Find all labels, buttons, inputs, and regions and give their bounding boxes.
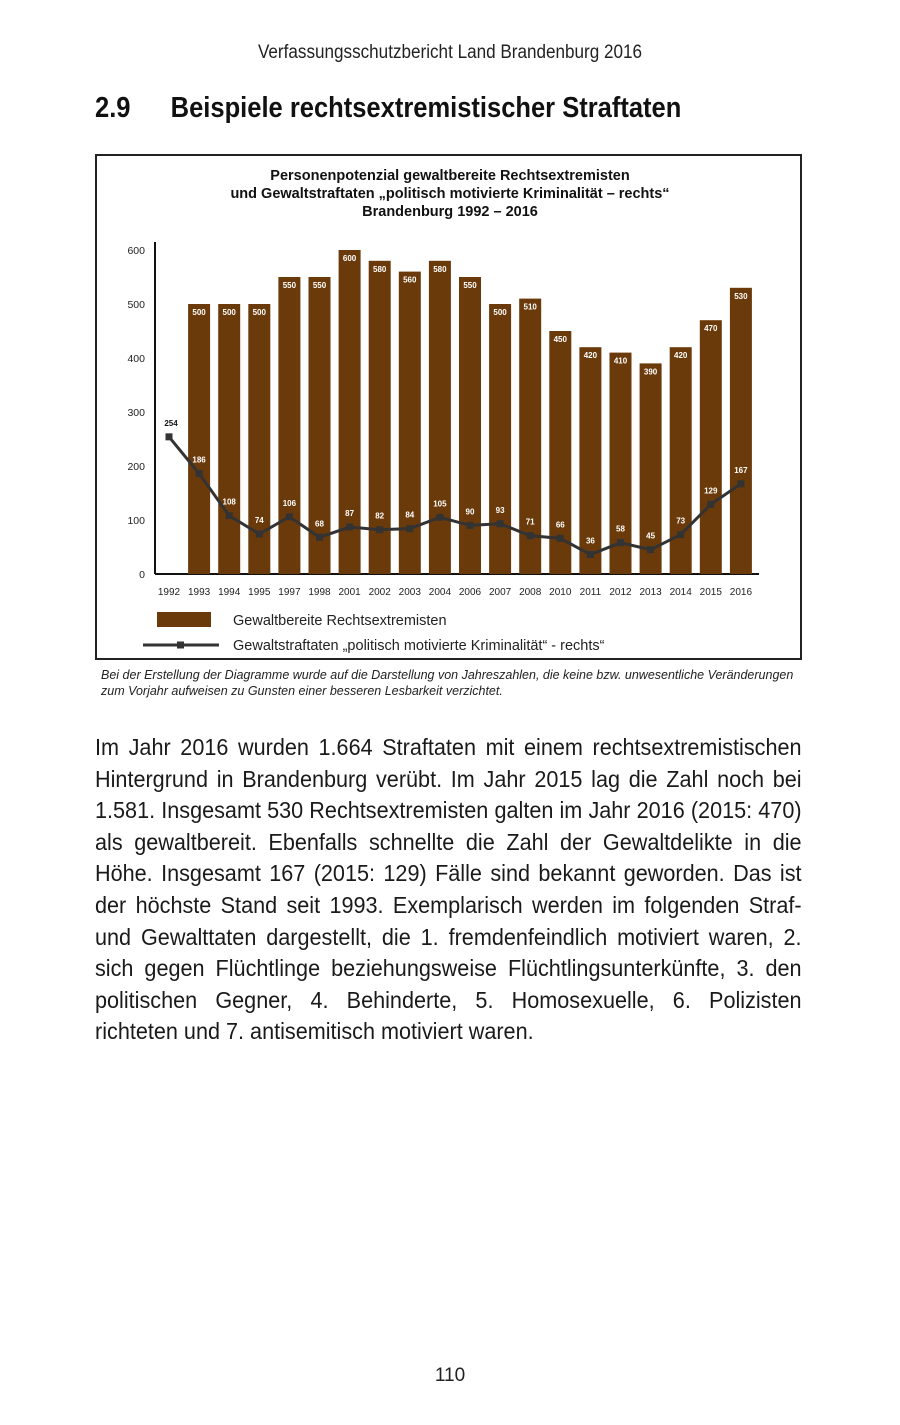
- bar-value-label: 420: [583, 351, 598, 361]
- line-value-label: 87: [345, 509, 355, 519]
- line-value-label: 84: [405, 510, 415, 520]
- bar: [278, 277, 300, 574]
- line-value-label: 74: [254, 516, 264, 526]
- x-tick-label: 1993: [187, 587, 211, 598]
- bar: [489, 304, 511, 574]
- bar-value-label: 500: [493, 308, 507, 317]
- bar: [429, 261, 451, 574]
- chart-title-line: und Gewaltstraftaten „politisch motivierte Kriminalität – rechts“: [230, 186, 670, 202]
- chart-caption: Bei der Erstellung der Diagramme wurde auf die Darstellung von Jahreszahlen, die keine bzw. unwesentliche Veränderungen zum Vorjahr aufweisen zu Gunsten einer besseren Lesbarkeit verzichtet.: [101, 668, 794, 698]
- line-value-label: 254: [164, 418, 178, 428]
- line-point: [316, 534, 323, 541]
- bar-value-label: 530: [734, 291, 748, 301]
- x-tick-label: 2007: [488, 587, 512, 598]
- line-value-label: 73: [676, 516, 686, 526]
- line-point: [376, 526, 383, 533]
- bar-value-label: 390: [643, 367, 658, 377]
- bar: [730, 288, 752, 574]
- bar-value-label: 600: [342, 254, 357, 263]
- x-tick-label: 2011: [579, 587, 602, 598]
- line-point: [527, 532, 534, 539]
- y-tick-label: 600: [127, 245, 145, 257]
- line-value-label: 58: [616, 524, 625, 534]
- line-point: [677, 531, 684, 538]
- line-value-label: 36: [585, 536, 595, 546]
- line-point: [436, 514, 443, 521]
- x-tick-label: 2012: [609, 587, 632, 598]
- x-tick-label: 1994: [218, 587, 241, 598]
- bar-value-label: 560: [403, 275, 417, 285]
- x-tick-label: 2013: [639, 587, 662, 598]
- line-value-label: 90: [465, 507, 475, 517]
- y-tick-label: 400: [127, 353, 145, 365]
- line-value-label: 93: [495, 505, 505, 515]
- line-value-label: 108: [222, 497, 236, 507]
- line-value-label: 82: [375, 511, 385, 521]
- running-head: Verfassungsschutzbericht Land Brandenburg 2016: [257, 42, 643, 63]
- bar-value-label: 550: [312, 281, 327, 290]
- x-tick-label: 2001: [338, 587, 361, 598]
- legend-label-bars: Gewaltbereite Rechtsextremisten: [233, 613, 447, 629]
- line-point: [406, 525, 413, 532]
- legend-swatch-bars: [157, 612, 211, 627]
- bar-value-label: 580: [373, 264, 387, 274]
- chart: [97, 156, 804, 662]
- y-tick-label: 200: [127, 461, 145, 473]
- bar-value-label: 470: [704, 324, 718, 334]
- line-point: [166, 433, 173, 440]
- line-point: [346, 524, 353, 531]
- x-tick-label: 2003: [398, 587, 421, 598]
- line-point: [497, 520, 504, 527]
- section-heading: [95, 92, 681, 125]
- bar-value-label: 410: [613, 356, 628, 366]
- line-value-label: 45: [646, 531, 656, 541]
- line-value-label: 66: [555, 520, 565, 530]
- line-value-label: 68: [315, 519, 324, 529]
- bar-value-label: 500: [192, 308, 206, 317]
- bar: [309, 277, 331, 574]
- line-point: [467, 522, 474, 529]
- line-point: [196, 470, 203, 477]
- x-tick-label: 2010: [549, 587, 572, 598]
- x-tick-label: 2016: [729, 587, 753, 598]
- y-tick-label: 500: [127, 299, 145, 311]
- line-point: [286, 513, 293, 520]
- bar-value-label: 450: [553, 335, 567, 344]
- x-tick-label: 2004: [428, 587, 452, 598]
- legend-swatch-line-marker: [177, 642, 184, 649]
- line-value-label: 186: [192, 455, 206, 465]
- line-point: [226, 512, 233, 519]
- bar: [700, 320, 722, 574]
- line-point: [737, 480, 744, 487]
- bar: [188, 304, 210, 574]
- body-paragraph: Im Jahr 2016 wurden 1.664 Straftaten mit einem rechtsextremistischen Hintergrund in Brandenburg verübt. Im Jahr 2015 lag die Zahl noch bei 1.581. Insgesamt 530 Rechtsextremisten galten im Jahr 2016 (2015: 470) als gewaltbereit. Ebenfalls schnellte die Zahl der Gewaltdelikte in die Höhe. Insgesamt 167 (2015: 129) Fälle sind bekannt geworden. Das ist der höchste Stand seit 1993. Exemplarisch werden im folgenden Straf- und Gewalttaten dargestellt, die 1. fremdenfeindlich motiviert waren, 2. sich gegen Flüchtlinge beziehungsweise Flüchtlingsunterkünfte, 3. den politischen Gegner, 4. Behinderte, 5. Homosexuelle, 6. Polizisten richteten und 7. antisemitisch motiviert waren.: [95, 734, 802, 1045]
- bar-value-label: 500: [222, 308, 236, 317]
- page-number: 110: [434, 1365, 466, 1386]
- line-value-label: 105: [433, 499, 447, 509]
- chart-title-line: Brandenburg 1992 – 2016: [362, 204, 538, 220]
- line-point: [587, 551, 594, 558]
- line-point: [617, 539, 624, 546]
- bar: [640, 363, 662, 574]
- bar-value-label: 580: [433, 264, 447, 274]
- bar-value-label: 550: [282, 281, 297, 290]
- bar-value-label: 510: [523, 302, 537, 312]
- x-tick-label: 2008: [519, 587, 542, 598]
- x-tick-label: 2002: [368, 587, 391, 598]
- bar-value-label: 420: [674, 351, 688, 361]
- x-tick-label: 2015: [699, 587, 722, 598]
- line-point: [707, 501, 714, 508]
- legend-label-line: Gewaltstraftaten „politisch motivierte Kriminalität“ - rechts“: [233, 638, 605, 654]
- chart-container: [95, 154, 802, 660]
- chart-title-line: Personenpotenzial gewaltbereite Rechtsextremisten: [270, 168, 630, 184]
- line-value-label: 129: [704, 486, 718, 496]
- x-tick-label: 2014: [669, 587, 692, 598]
- bar-value-label: 550: [463, 281, 477, 290]
- x-tick-label: 2006: [458, 587, 482, 598]
- y-tick-label: 0: [139, 569, 145, 581]
- y-tick-label: 100: [127, 515, 145, 527]
- bar-value-label: 500: [252, 308, 266, 317]
- line-point: [256, 531, 263, 538]
- section-number: 2.9: [95, 92, 131, 124]
- y-tick-label: 300: [127, 407, 145, 419]
- bar: [218, 304, 240, 574]
- x-tick-label: 1998: [308, 587, 331, 598]
- line-value-label: 106: [282, 498, 297, 508]
- x-tick-label: 1995: [248, 587, 271, 598]
- line-value-label: 167: [734, 465, 748, 475]
- line-point: [647, 546, 654, 553]
- x-tick-label: 1992: [157, 587, 181, 598]
- section-title: Beispiele rechtsextremistischer Straftaten: [170, 92, 682, 124]
- line-value-label: 71: [525, 517, 535, 527]
- bar: [459, 277, 481, 574]
- x-tick-label: 1997: [278, 587, 301, 598]
- line-point: [557, 535, 564, 542]
